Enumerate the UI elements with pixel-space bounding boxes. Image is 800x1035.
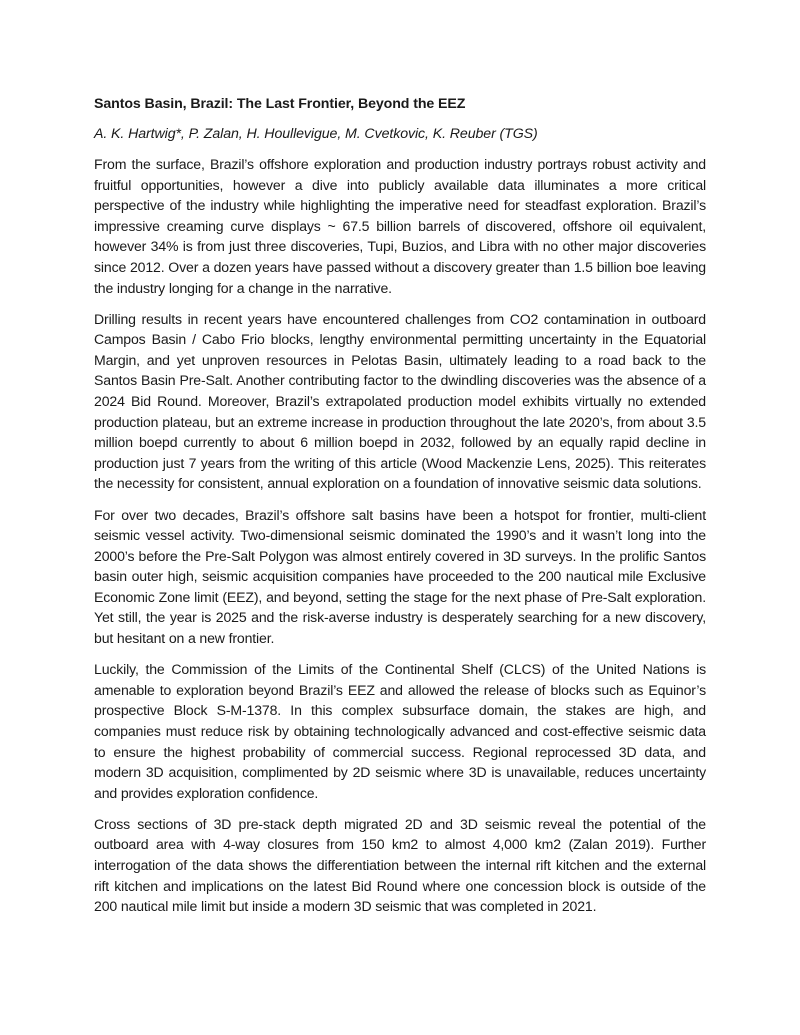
paragraph-3: For over two decades, Brazil’s offshore salt basins have been a hotspot for frontier, multi-client seismic vessel activity. Two-dimensional seismic dominated the 1990’s and it wasn’t long into the 2000’s before the Pre-Salt Polygon was almost entirely covered in 3D surveys. In the prolific Santos basin outer high, seismic acquisition companies have proceeded to the 200 nautical mile Exclusive Economic Zone limit (EEZ), and beyond, setting the stage for the next phase of Pre-Salt exploration. Yet still, the year is 2025 and the risk-averse industry is desperately searching for a new discovery, but hesitant on a new frontier.	[94, 506, 706, 647]
paragraph-1: From the surface, Brazil’s offshore exploration and production industry portrays robust activity and fruitful opportunities, however a dive into publicly available data illuminates a more critical perspective of the industry while highlighting the imperative need for steadfast exploration. Brazil’s impressive creaming curve displays ~ 67.5 billion barrels of discovered, offshore oil equivalent, however 34% is from just three discoveries, Tupi, Buzios, and Libra with no other major discoveries since 2012. Over a dozen years have passed without a discovery greater than 1.5 billion boe leaving the industry longing for a change in the narrative.	[94, 156, 706, 296]
article-authors: A. K. Hartwig*, P. Zalan, H. Houllevigue, M. Cvetkovic, K. Reuber (TGS)	[94, 126, 538, 142]
article-title: Santos Basin, Brazil: The Last Frontier, Beyond the EEZ	[94, 96, 466, 112]
paragraph-2: Drilling results in recent years have encountered challenges from CO2 contamination in outboard Campos Basin / Cabo Frio blocks, lengthy environmental permitting uncertainty in the Equatorial Margin, and yet unproven resources in Pelotas Basin, ultimately leading to a road back to the Santos Basin Pre-Salt. Another contributing factor to the dwindling discoveries was the absence of a 2024 Bid Round. Moreover, Brazil’s extrapolated production model exhibits virtually no extended production plateau, but an extreme increase in production throughout the late 2020’s, from about 3.5 million boepd currently to about 6 million boepd in 2032, followed by an equally rapid decline in production just 7 years from the writing of this article (Wood Mackenzie Lens, 2025). This reiterates the necessity for consistent, annual exploration on a foundation of innovative seismic data solutions.	[94, 310, 706, 492]
paragraph-5: Cross sections of 3D pre-stack depth migrated 2D and 3D seismic reveal the potential of the outboard area with 4-way closures from 150 km2 to almost 4,000 km2 (Zalan 2019). Further interrogation of the data shows the differentiation between the internal rift kitchen and the external rift kitchen and implications on the latest Bid Round where one concession block is outside of the 200 nautical mile limit but inside a modern 3D seismic that was completed in 2021.	[94, 815, 706, 915]
document-page	[94, 95, 706, 927]
paragraph-4: Luckily, the Commission of the Limits of the Continental Shelf (CLCS) of the United Nations is amenable to exploration beyond Brazil’s EEZ and allowed the release of blocks such as Equinor’s prospective Block S-M-1378. In this complex subsurface domain, the stakes are high, and companies must reduce risk by obtaining technologically advanced and cost-effective seismic data to ensure the highest probability of commercial success. Regional reprocessed 3D data, and modern 3D acquisition, complimented by 2D seismic where 3D is unavailable, reduces uncertainty and provides exploration confidence.	[94, 661, 706, 801]
